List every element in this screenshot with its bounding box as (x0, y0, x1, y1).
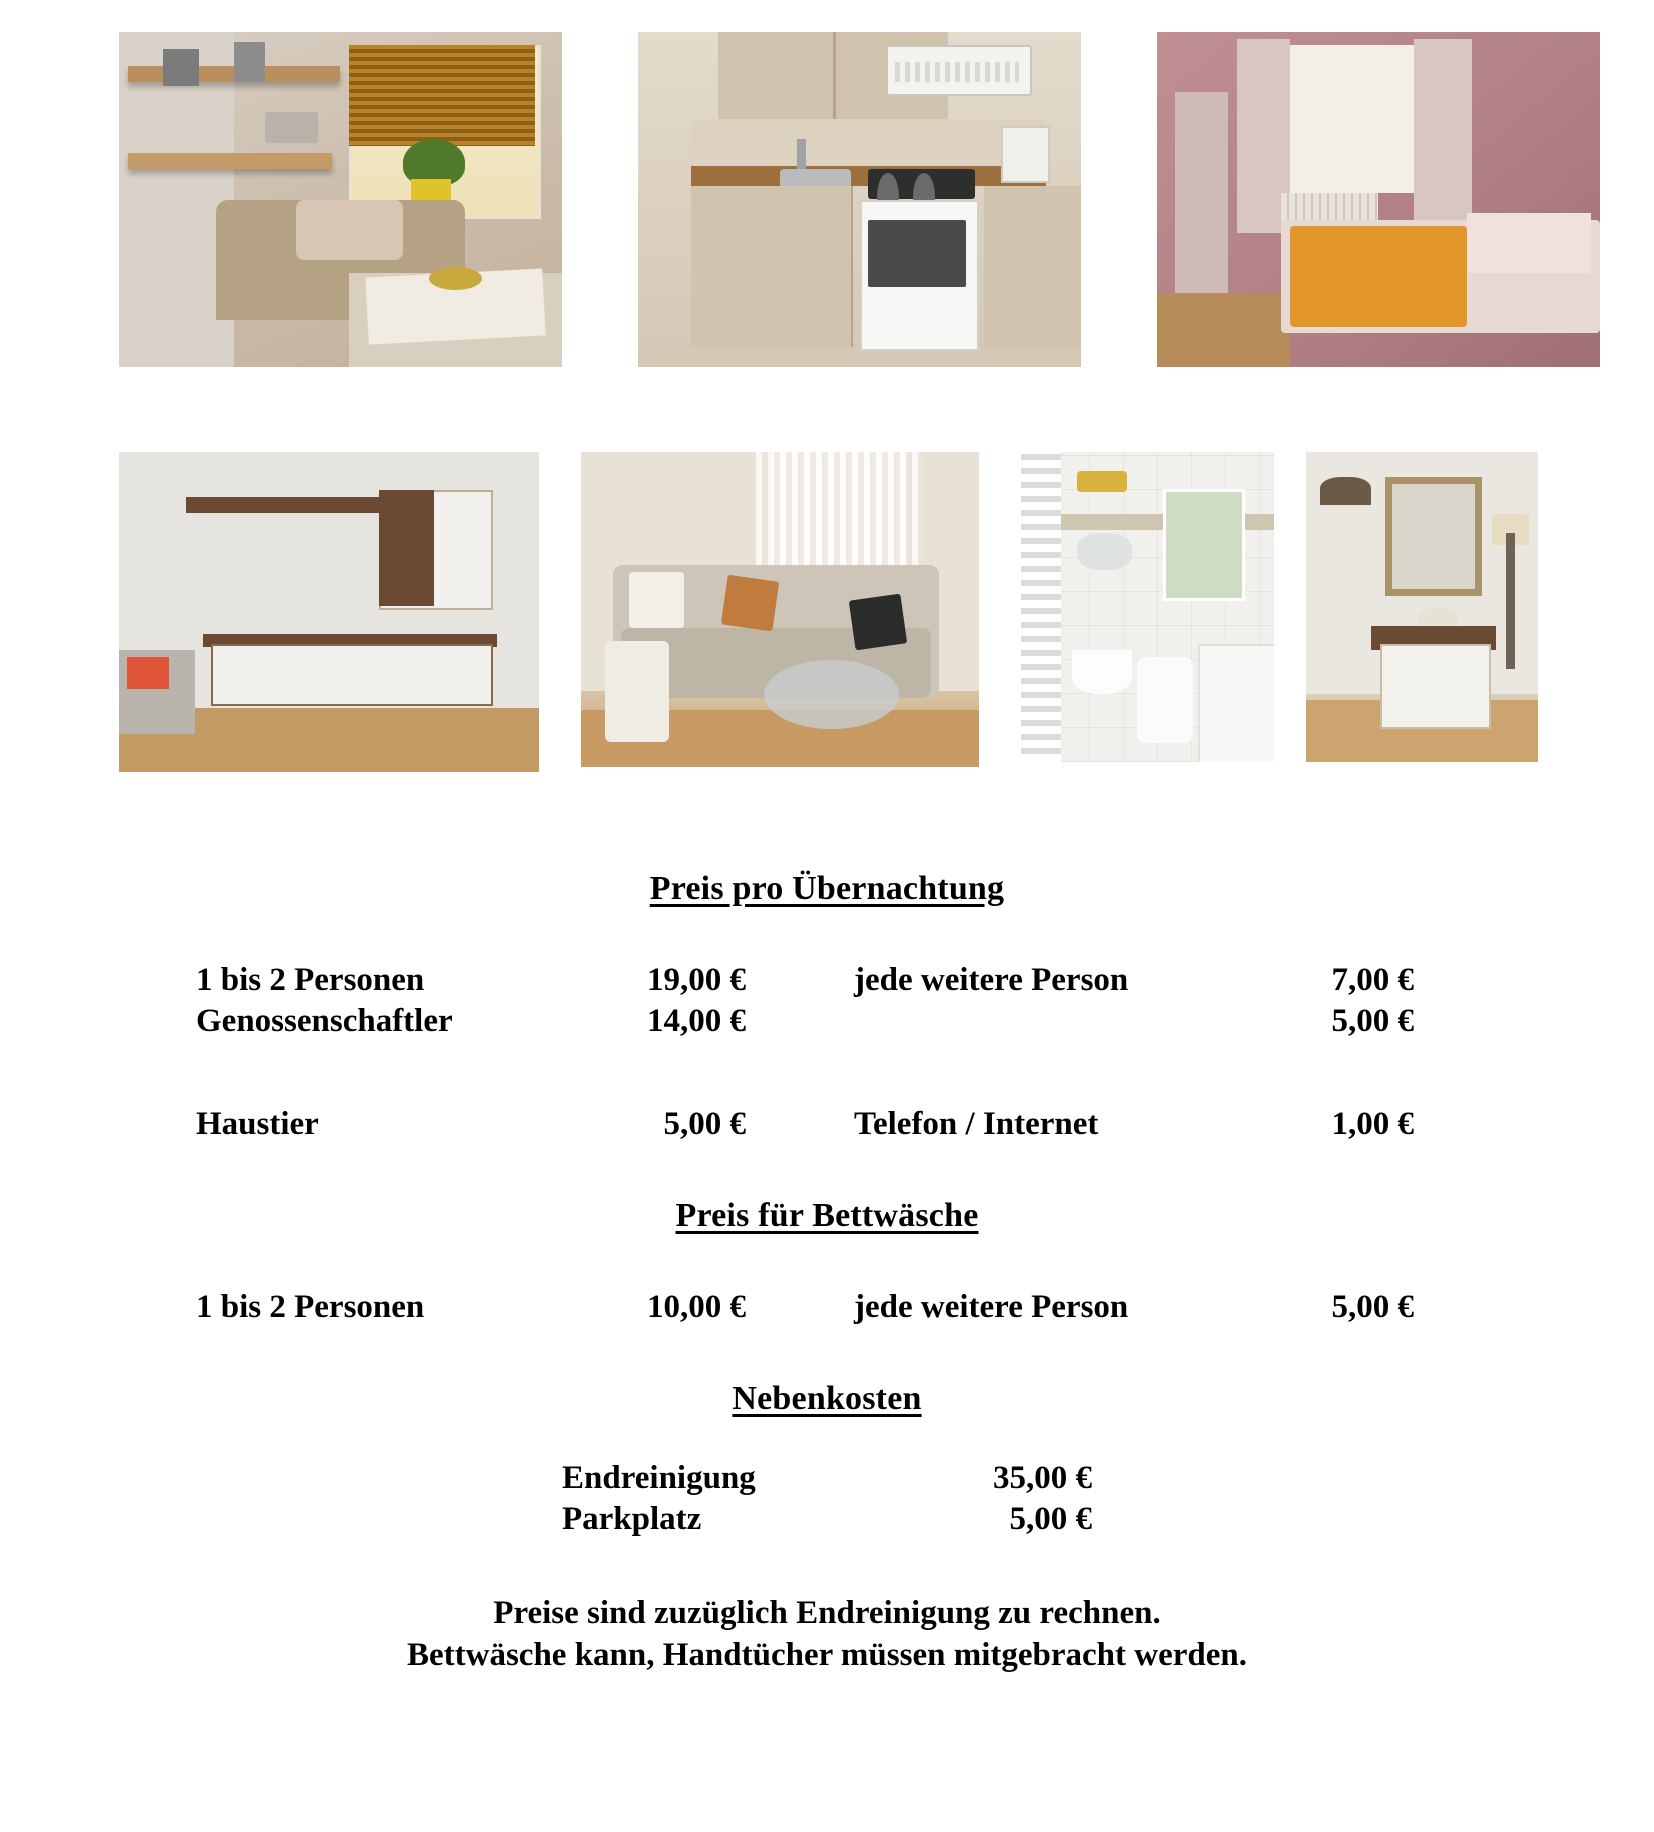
row-label: Endreinigung (562, 1460, 756, 1496)
row-label-2: jede weitere Person (854, 962, 1129, 998)
row-amount-2: 5,00 € (1331, 1289, 1414, 1325)
row-gap (746, 1104, 854, 1145)
row-gap (746, 1001, 854, 1042)
row-label: 1 bis 2 Personen (196, 1289, 425, 1325)
photo-gallery-row-2 (119, 452, 1538, 772)
photo-bathroom (1021, 452, 1274, 762)
section-title-extras (0, 1380, 1654, 1418)
row-amount-2: 7,00 € (1331, 962, 1414, 998)
table-row (0, 960, 1414, 1001)
table-row (0, 1104, 1414, 1145)
row-amount-2: 5,00 € (1331, 1003, 1414, 1039)
price-content (0, 870, 1654, 1676)
row-amount: 19,00 € (647, 962, 746, 998)
section-title-bedlinen (0, 1197, 1654, 1235)
photo-bedroom (1157, 32, 1600, 367)
footnote-line-1: Preise sind zuzüglich Endreinigung zu rechnen. (493, 1595, 1161, 1631)
row-label-2: Telefon / Internet (854, 1106, 1099, 1142)
section-title-overnight (0, 870, 1654, 908)
row-amount: 10,00 € (647, 1289, 746, 1325)
row-amount: 35,00 € (993, 1460, 1092, 1496)
table-row (562, 1458, 1092, 1499)
row-amount-2: 1,00 € (1331, 1106, 1414, 1142)
bedlinen-price-table (0, 1287, 1414, 1328)
table-row (562, 1499, 1092, 1540)
row-amount: 5,00 € (1009, 1501, 1092, 1537)
photo-kitchen-units (638, 32, 1081, 367)
section-title-bedlinen-text: Preis für Bettwäsche (675, 1197, 979, 1234)
row-amount: 5,00 € (663, 1106, 746, 1142)
photo-gallery-row-1 (119, 32, 1600, 367)
row-gap (746, 1287, 854, 1328)
row-amount: 14,00 € (647, 1003, 746, 1039)
row-gap (746, 960, 854, 1001)
row-label-2 (854, 1001, 1254, 1042)
row-label: Genossenschaftler (196, 1003, 453, 1039)
row-label: Parkplatz (562, 1501, 702, 1537)
table-row (0, 1001, 1414, 1042)
photo-living-wall-unit (119, 452, 539, 772)
photo-sofa-glass-table (581, 452, 979, 767)
footnote-line-2: Bettwäsche kann, Handtücher müssen mitgebracht werden. (407, 1637, 1247, 1674)
table-spacer-row (0, 1042, 1414, 1104)
table-row (0, 1287, 1414, 1328)
row-label: Haustier (196, 1106, 319, 1142)
row-label: 1 bis 2 Personen (196, 962, 425, 998)
row-label-2: jede weitere Person (854, 1289, 1129, 1325)
extras-price-table (562, 1458, 1092, 1540)
section-title-extras-text: Nebenkosten (732, 1380, 922, 1417)
overnight-price-table (0, 960, 1414, 1145)
photo-hallway-mirror (1306, 452, 1538, 762)
photo-kitchen-corner-bench (119, 32, 562, 367)
section-title-overnight-text: Preis pro Übernachtung (649, 870, 1005, 907)
footnote (0, 1592, 1654, 1676)
